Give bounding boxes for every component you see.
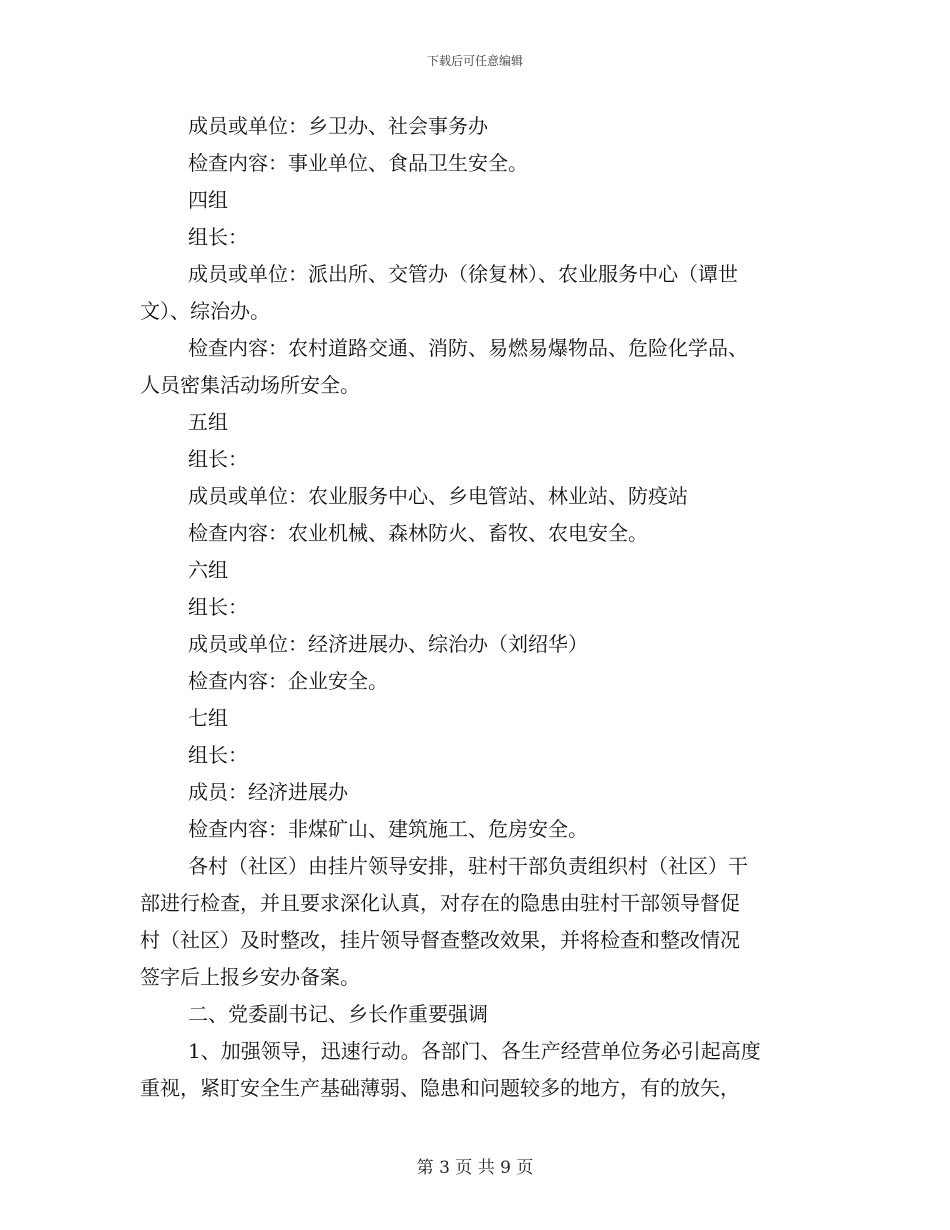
- section-heading: 六组: [188, 558, 228, 582]
- body-line: 成员或单位：派出所、交管办（徐复林）、农业服务中心（谭世: [188, 262, 738, 286]
- body-line: 成员：经济进展办: [188, 780, 348, 804]
- section-heading: 七组: [188, 706, 228, 730]
- body-line: 组长：: [188, 447, 248, 471]
- body-line: 各村（社区）由挂片领导安排，驻村干部负责组织村（社区）干: [188, 854, 748, 878]
- body-line: 村（社区）及时整改，挂片领导督查整改效果，并将检查和整改情况: [140, 928, 740, 952]
- body-line: 文）、综治办。: [140, 299, 270, 323]
- body-line: 组长：: [188, 595, 248, 619]
- page-header: 下载后可任意编辑: [426, 54, 523, 68]
- body-line: 检查内容：事业单位、食品卫生安全。: [188, 151, 528, 175]
- page-number-footer: 第 3 页 共 9 页: [416, 1158, 534, 1178]
- body-line: 检查内容：企业安全。: [188, 669, 388, 693]
- body-line: 检查内容：农村道路交通、消防、易燃易爆物品、危险化学品、: [188, 336, 748, 360]
- section-heading: 四组: [188, 188, 228, 212]
- body-line: 成员或单位：农业服务中心、乡电管站、林业站、防疫站: [188, 484, 688, 508]
- body-line: 部进行检查，并且要求深化认真，对存在的隐患由驻村干部领导督促: [140, 891, 740, 915]
- body-line: 人员密集活动场所安全。: [140, 373, 360, 397]
- body-line: 组长：: [188, 743, 248, 767]
- body-line: 签字后上报乡安办备案。: [140, 965, 360, 989]
- body-line: 检查内容：农业机械、森林防火、畜牧、农电安全。: [188, 521, 648, 545]
- section-heading: 二、党委副书记、乡长作重要强调: [188, 1002, 488, 1026]
- body-line: 组长：: [188, 225, 248, 249]
- body-line: 重视，紧盯安全生产基础薄弱、隐患和问题较多的地方，有的放矢，: [140, 1076, 740, 1100]
- body-line: 成员或单位：经济进展办、综治办（刘绍华）: [188, 632, 588, 656]
- section-heading: 五组: [188, 410, 228, 434]
- document-body: [140, 108, 810, 1107]
- body-line: 1、加强领导，迅速行动。各部门、各生产经营单位务必引起高度: [188, 1039, 761, 1063]
- body-line: 成员或单位：乡卫办、社会事务办: [188, 114, 488, 138]
- body-line: 检查内容：非煤矿山、建筑施工、危房安全。: [188, 817, 588, 841]
